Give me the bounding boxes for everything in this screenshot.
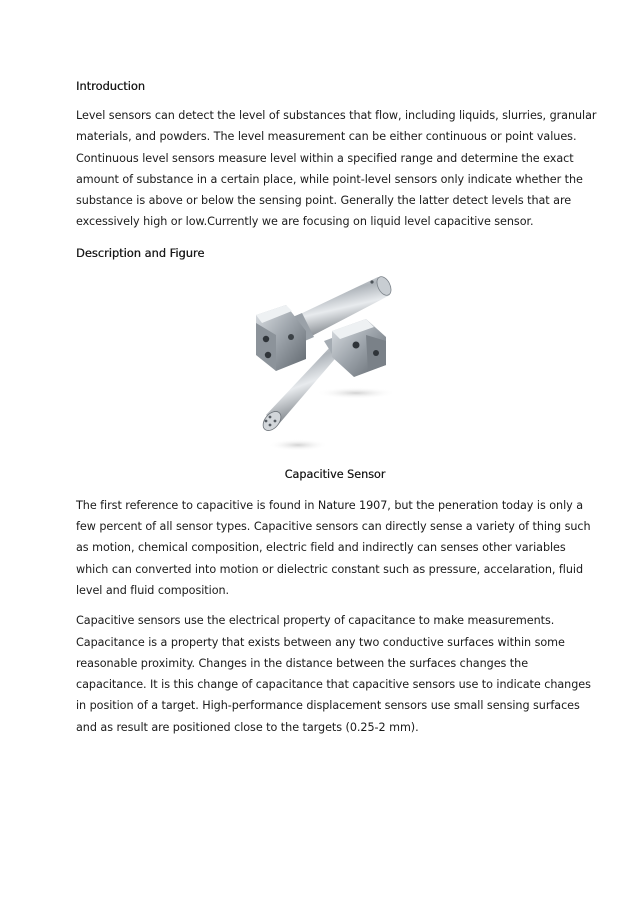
text-line: materials, and powders. The level measurement can be either continuous or point values. — [76, 130, 577, 144]
introduction-heading: Introduction — [76, 79, 145, 93]
text-line: as motion, chemical composition, electric field and indirectly can senses other variables — [76, 541, 566, 555]
text-line: Capacitive sensors use the electrical property of capacitance to make measurements. — [76, 614, 555, 628]
document-page — [76, 76, 597, 738]
capacitive-sensor-image — [236, 275, 406, 455]
text-line: excessively high or low.Currently we are focusing on liquid level capacitive sensor. — [76, 215, 534, 229]
text-line: and as result are positioned close to the targets (0.25-2 mm). — [76, 720, 419, 734]
text-line: few percent of all sensor types. Capacitive sensors can directly sense a variety of thing such — [76, 520, 591, 534]
text-line: The first reference to capacitive is found in Nature 1907, but the peneration today is only a — [76, 498, 584, 512]
text-line: reasonable proximity. Changes in the distance between the surfaces changes the — [76, 656, 529, 670]
text-line: Level sensors can detect the level of substances that flow, including liquids, slurries, granular — [76, 109, 597, 122]
text-line: amount of substance in a certain place, while point-level sensors only indicate whether the — [76, 172, 583, 186]
introduction-paragraph — [76, 105, 597, 233]
figure-caption: Capacitive Sensor — [284, 467, 386, 481]
text-line: Continuous level sensors measure level within a specified range and determine the exact — [76, 151, 574, 165]
text-line: in position of a target. High-performance displacement sensors use small sensing surfaces — [76, 699, 580, 713]
capacitance-paragraph — [76, 610, 591, 738]
sensor-figure — [76, 273, 566, 463]
text-line: level and fluid composition. — [76, 583, 230, 597]
description-heading: Description and Figure — [76, 245, 205, 260]
text-line: capacitance. It is this change of capacitance that capacitive sensors use to indicate changes — [76, 678, 591, 692]
text-line: Capacitance is a property that exists between any two conductive surfaces within some — [76, 635, 565, 649]
history-paragraph — [76, 495, 591, 601]
text-line: which can converted into motion or dielectric constant such as pressure, accelaration, fluid — [76, 562, 583, 576]
text-line: substance is above or below the sensing point. Generally the latter detect levels that are — [76, 194, 572, 208]
